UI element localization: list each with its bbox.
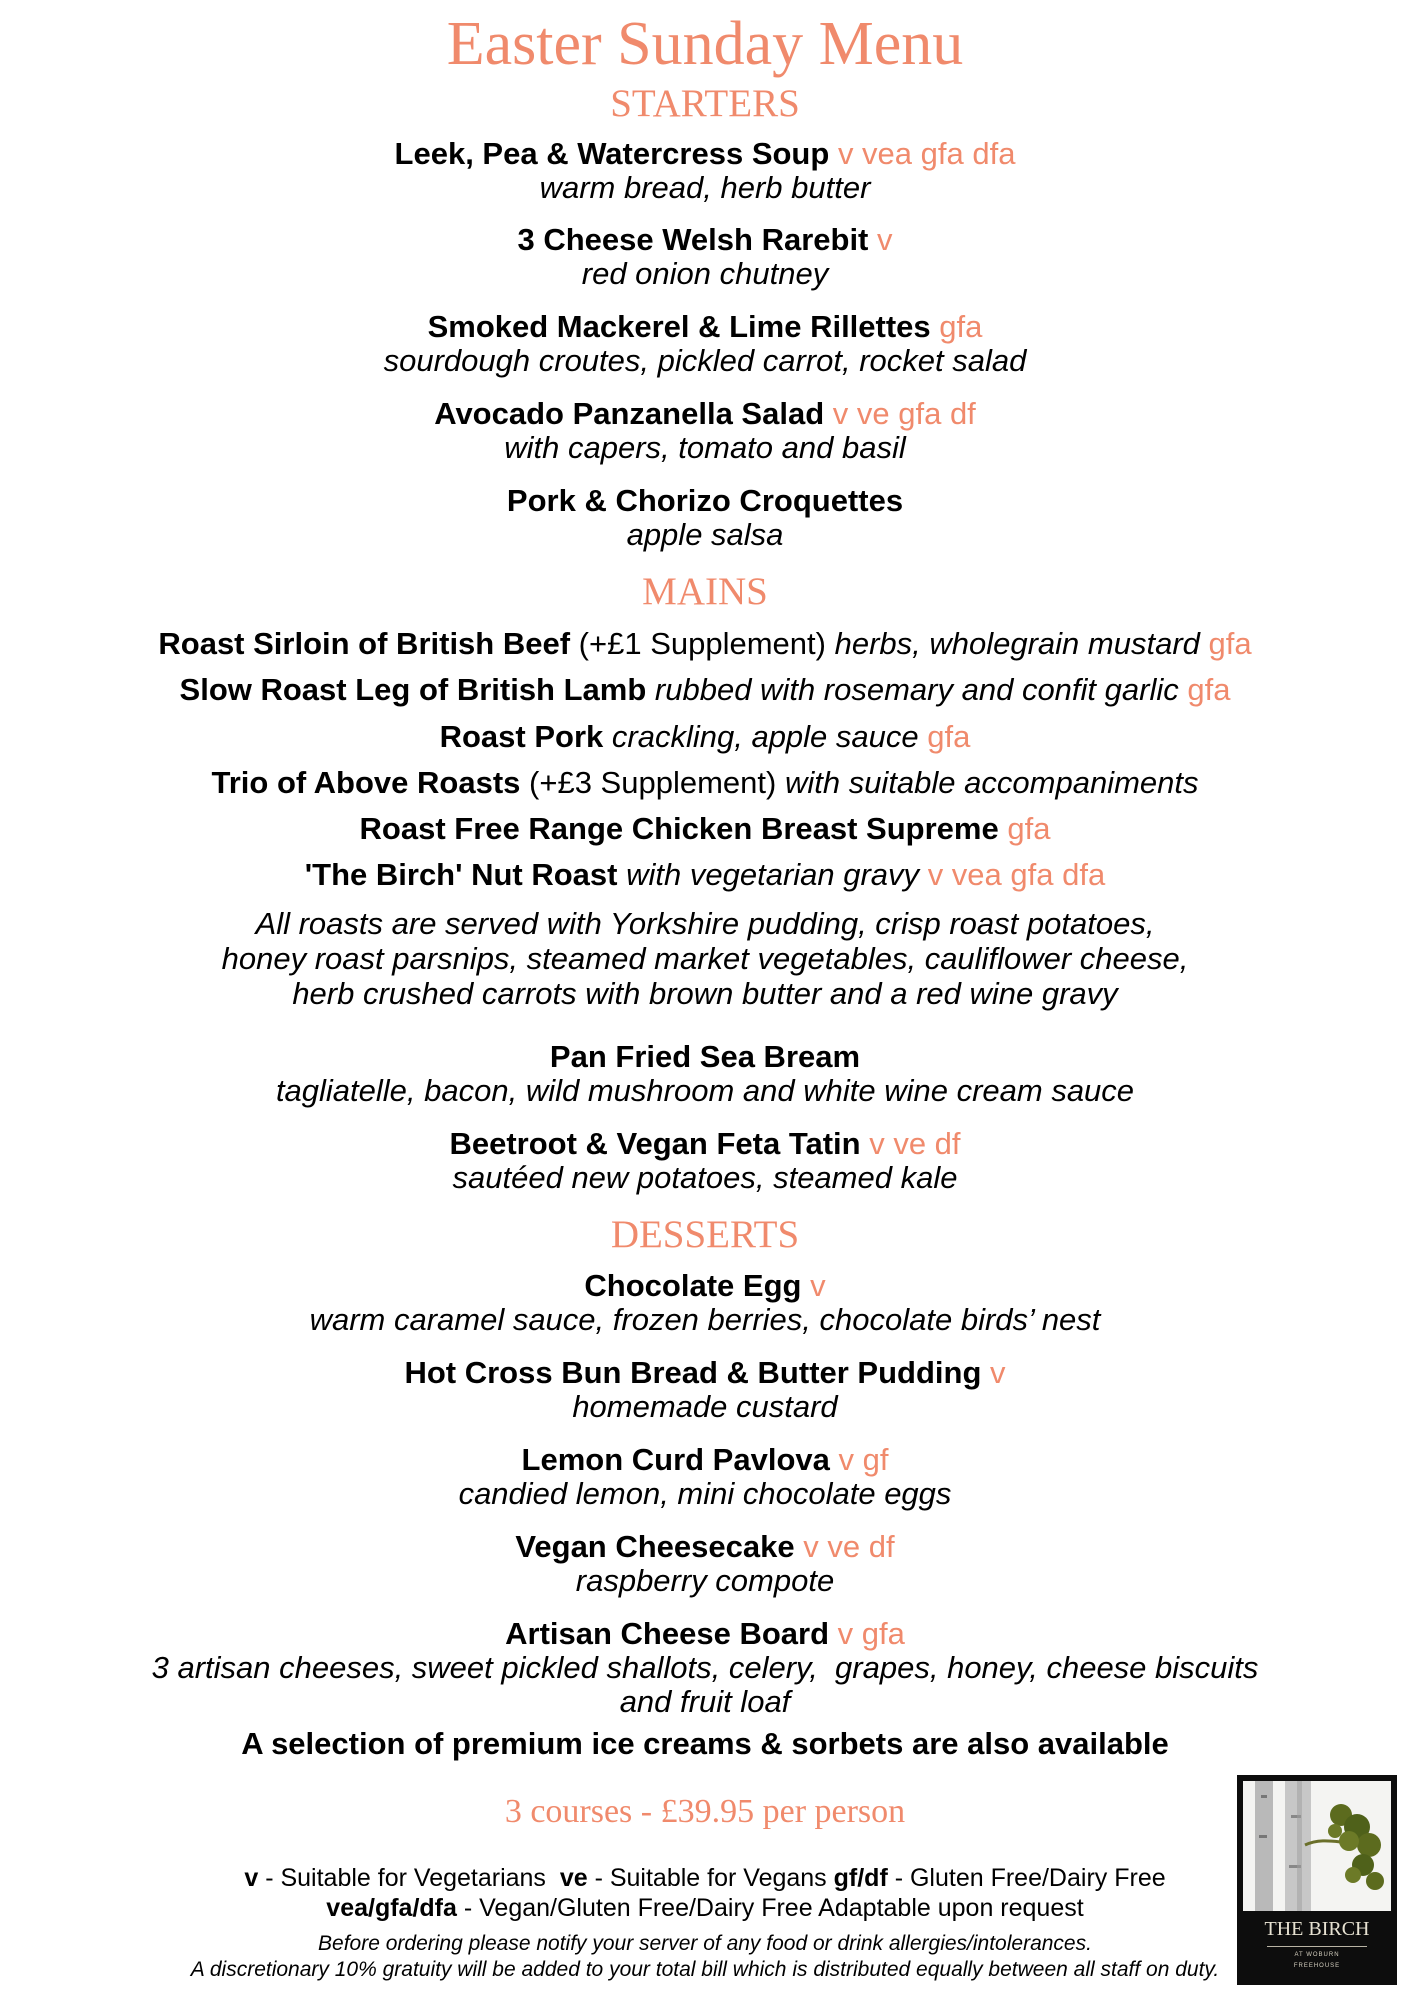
main-item	[40, 672, 1370, 708]
dish-description: with capers, tomato and basil	[504, 430, 906, 465]
dish-description: raspberry compote	[575, 1563, 835, 1598]
dish-name: Roast Sirloin of British Beef	[158, 626, 571, 661]
logo-subtitle: FREEHOUSE	[1293, 1963, 1341, 1969]
main-item	[40, 811, 1370, 847]
logo-subtitle: AT WOBURN	[1294, 1952, 1340, 1958]
dietary-tags: v vea gfa dfa	[837, 136, 1016, 171]
dish-name: Pan Fried Sea Bream	[549, 1039, 861, 1074]
main-item	[40, 765, 1370, 801]
dietary-legend	[0, 1863, 1410, 1893]
dish-description: warm caramel sauce, frozen berries, chocolate birds’ nest	[309, 1302, 1101, 1337]
dietary-tags: gfa	[1208, 626, 1252, 661]
dish-name: Slow Roast Leg of British Lamb	[179, 672, 647, 707]
section-heading-starters: STARTERS	[610, 82, 800, 125]
dish-name: Vegan Cheesecake	[515, 1529, 795, 1564]
dietary-tags: v gfa	[837, 1616, 905, 1651]
dish-name: 3 Cheese Welsh Rarebit	[517, 222, 869, 257]
dessert-item	[60, 1356, 1350, 1424]
dietary-tags: gfa	[927, 719, 971, 754]
dish-name: Beetroot & Vegan Feta Tatin	[449, 1126, 861, 1161]
dish-description: herbs, wholegrain mustard	[834, 626, 1200, 661]
dish-name: Chocolate Egg	[584, 1268, 802, 1303]
section-heading-desserts: DESSERTS	[610, 1213, 800, 1256]
main-item	[60, 1040, 1350, 1108]
note-line: All roasts are served with Yorkshire pudding, crisp roast potatoes,	[255, 906, 1155, 941]
dish-description: warm bread, herb butter	[539, 170, 871, 205]
dish-name: Roast Free Range Chicken Breast Supreme	[359, 811, 999, 846]
starter-item	[60, 310, 1350, 378]
dish-description: sautéed new potatoes, steamed kale	[452, 1160, 958, 1195]
legend-text-gfdf: - Gluten Free/Dairy Free	[887, 1864, 1166, 1892]
legend-key-adaptable: vea/gfa/dfa	[326, 1894, 457, 1922]
dish-description: homemade custard	[572, 1389, 838, 1424]
birch-tree-illustration	[1237, 1775, 1397, 1915]
supplement-note: (+£3 Supplement)	[529, 765, 777, 800]
dish-description: with vegetarian gravy	[626, 857, 920, 892]
main-item	[60, 1127, 1350, 1195]
dietary-tags: v vea gfa dfa	[927, 857, 1106, 892]
legend-key-ve: ve	[559, 1864, 588, 1892]
roasts-accompaniments-note	[60, 906, 1350, 1011]
dish-description: 3 artisan cheeses, sweet pickled shallots, celery, grapes, honey, cheese biscuits	[151, 1650, 1259, 1685]
gratuity-notice: A discretionary 10% gratuity will be added to your total bill which is distributed equally between all staff on duty.	[190, 1958, 1220, 1981]
dietary-tags: v gf	[838, 1442, 889, 1477]
ice-cream-note: A selection of premium ice creams & sorbets are also available	[241, 1726, 1169, 1761]
allergy-notice: Before ordering please notify your server of any food or drink allergies/intolerances.	[318, 1932, 1092, 1955]
main-item	[40, 857, 1370, 893]
dietary-tags: v	[810, 1268, 826, 1303]
dietary-tags: v	[990, 1355, 1006, 1390]
dietary-tags: v ve gfa df	[832, 396, 976, 431]
dish-description: apple salsa	[626, 517, 784, 552]
dietary-tags: v ve df	[803, 1529, 895, 1564]
dish-name: Roast Pork	[439, 719, 604, 754]
dish-description: red onion chutney	[581, 256, 829, 291]
dish-description-continued: and fruit loaf	[619, 1684, 791, 1719]
main-item	[40, 719, 1370, 755]
legend-text-ve: - Suitable for Vegans	[587, 1864, 834, 1892]
dish-name: Hot Cross Bun Bread & Butter Pudding	[404, 1355, 982, 1390]
dessert-item	[60, 1530, 1350, 1598]
dietary-tags: v ve df	[869, 1126, 961, 1161]
dish-name: Artisan Cheese Board	[505, 1616, 830, 1651]
dessert-item	[60, 1443, 1350, 1511]
dietary-tags: v	[877, 222, 893, 257]
logo-divider	[1267, 1946, 1367, 1947]
supplement-note: (+£1 Supplement)	[578, 626, 826, 661]
dietary-tags: gfa	[1187, 672, 1231, 707]
the-birch-logo	[1237, 1775, 1397, 1985]
dish-description: sourdough croutes, pickled carrot, rocket salad	[383, 343, 1027, 378]
dietary-legend-adaptable	[0, 1893, 1410, 1923]
main-item	[40, 626, 1370, 662]
legend-text-v: - Suitable for Vegetarians	[258, 1864, 560, 1892]
legend-text-adaptable: - Vegan/Gluten Free/Dairy Free Adaptable upon request	[456, 1894, 1084, 1922]
dish-description: rubbed with rosemary and confit garlic	[654, 672, 1179, 707]
starter-item	[60, 484, 1350, 552]
dish-description: crackling, apple sauce	[611, 719, 919, 754]
page-title: Easter Sunday Menu	[446, 10, 964, 78]
starter-item	[60, 397, 1350, 465]
dietary-tags: gfa	[1007, 811, 1051, 846]
dessert-item	[40, 1617, 1370, 1719]
dish-name: Avocado Panzanella Salad	[434, 396, 825, 431]
dish-name: Smoked Mackerel & Lime Rillettes	[427, 309, 931, 344]
note-line: herb crushed carrots with brown butter and a red wine gravy	[292, 976, 1118, 1011]
legend-key-v: v	[244, 1864, 259, 1892]
dessert-item	[60, 1269, 1350, 1337]
dish-description: tagliatelle, bacon, wild mushroom and white wine cream sauce	[275, 1073, 1135, 1108]
price-line: 3 courses - £39.95 per person	[504, 1793, 906, 1830]
logo-name: THE BIRCH	[1264, 1918, 1370, 1940]
legend-key-gfdf: gf/df	[833, 1864, 888, 1892]
dish-description: with suitable accompaniments	[784, 765, 1199, 800]
dish-name: Lemon Curd Pavlova	[521, 1442, 830, 1477]
dietary-tags: gfa	[939, 309, 983, 344]
dish-name: Trio of Above Roasts	[211, 765, 521, 800]
starter-item	[60, 223, 1350, 291]
section-heading-mains: MAINS	[642, 570, 768, 613]
dish-name: Leek, Pea & Watercress Soup	[394, 136, 830, 171]
dish-name: 'The Birch' Nut Roast	[304, 857, 618, 892]
starter-item	[60, 137, 1350, 205]
dish-description: candied lemon, mini chocolate eggs	[458, 1476, 952, 1511]
note-line: honey roast parsnips, steamed market vegetables, cauliflower cheese,	[221, 941, 1189, 976]
dish-name: Pork & Chorizo Croquettes	[506, 483, 904, 518]
